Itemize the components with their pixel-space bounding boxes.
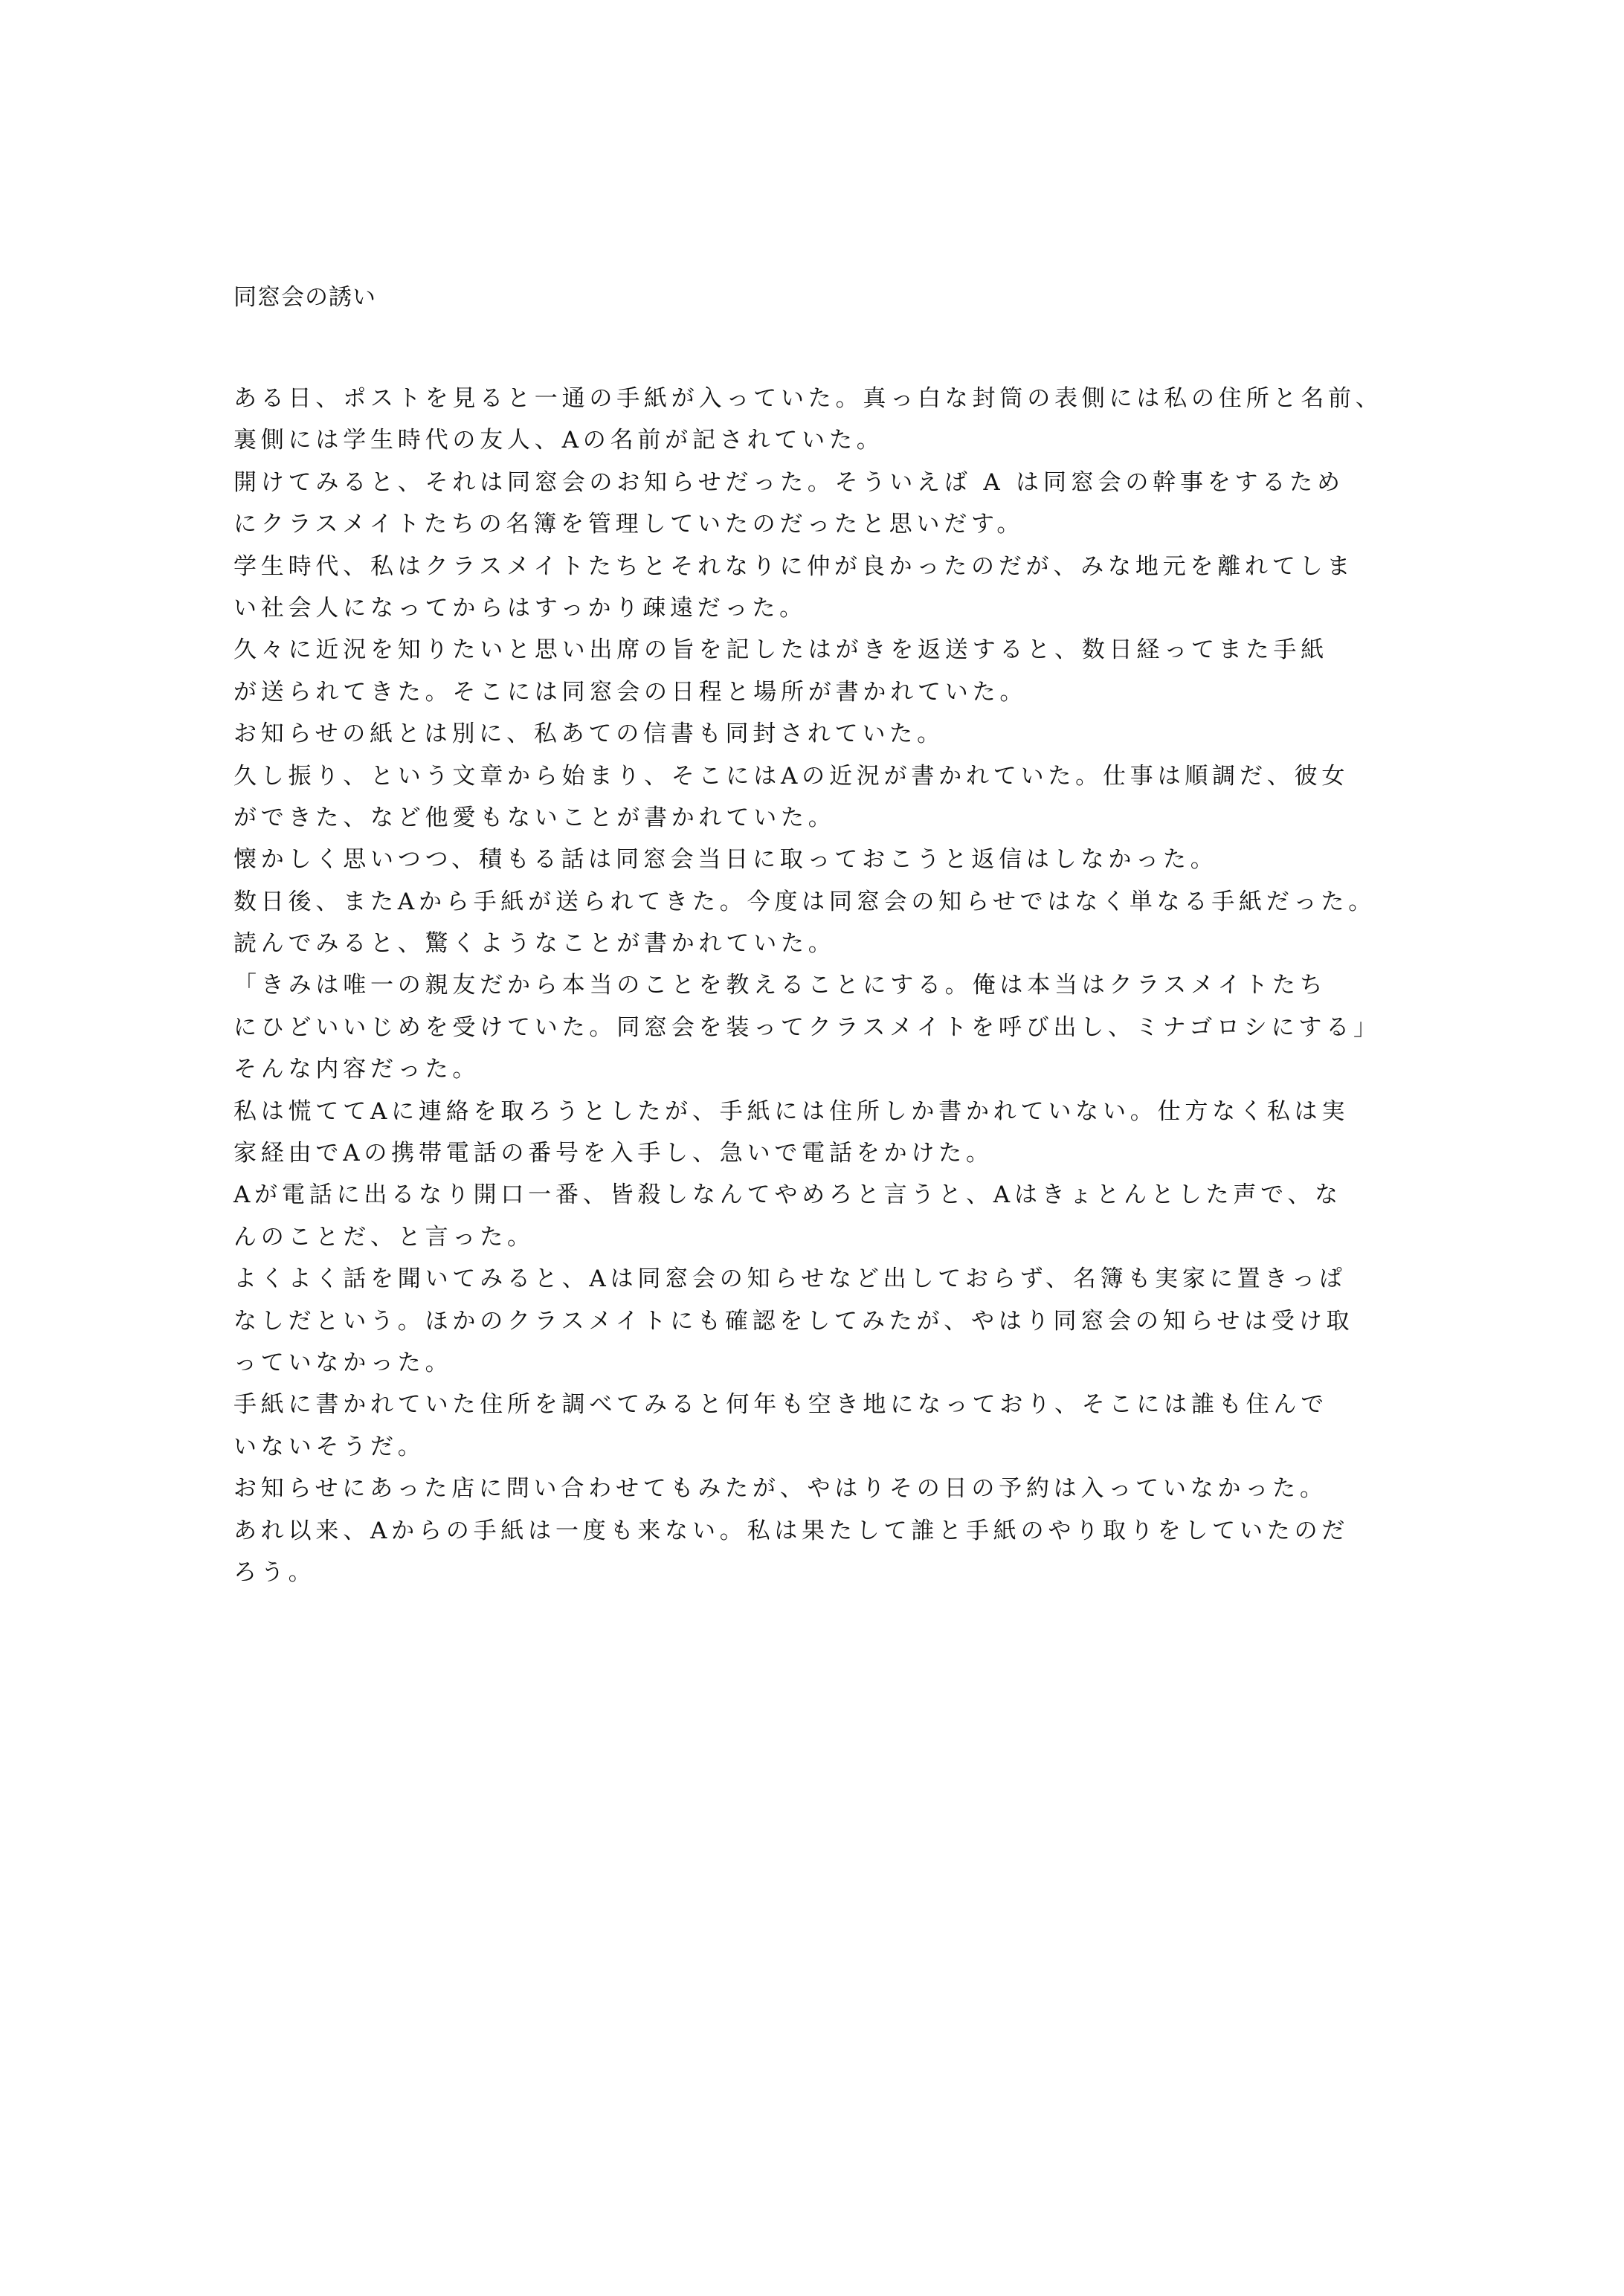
body-line: あれ以来、Aからの手紙は一度も来ない。私は果たして誰と手紙のやり取りをしていたのだ xyxy=(233,1517,1350,1544)
body-line: 数日後、またAから手紙が送られてきた。今度は同窓会の知らせではなく単なる手紙だった。 xyxy=(233,888,1376,915)
quote-line: 「きみは唯一の親友だから本当のことを教えることにする。俺は本当はクラスメイトたち xyxy=(233,972,1327,999)
body-line: ある日、ポストを見ると一通の手紙が入っていた。真っ白な封筒の表側には私の住所と名前、 xyxy=(233,385,1383,412)
body-line: Aが電話に出るなり開口一番、皆殺しなんてやめろと言うと、Aはきょとんとした声で、な xyxy=(233,1181,1342,1209)
body-line: っていなかった。 xyxy=(233,1349,453,1376)
body-line: 久し振り、という文章から始まり、そこにはAの近況が書かれていた。仕事は順調だ、彼女 xyxy=(233,762,1350,790)
body-line: 裏側には学生時代の友人、Aの名前が記されていた。 xyxy=(233,427,884,454)
body-line: が送られてきた。そこには同窓会の日程と場所が書かれていた。 xyxy=(233,678,1028,706)
quote-line: にひどいいじめを受けていた。同窓会を装ってクラスメイトを呼び出し、ミナゴロシにする」 xyxy=(233,1013,1381,1041)
body-line: 家経由でAの携帯電話の番号を入手し、急いで電話をかけた。 xyxy=(233,1140,993,1167)
body-line: 懐かしく思いつつ、積もる話は同窓会当日に取っておこうと返信はしなかった。 xyxy=(233,846,1218,874)
body-line: にクラスメイトたちの名簿を管理していたのだったと思いだす。 xyxy=(233,511,1025,538)
body-line: よくよく話を聞いてみると、Aは同窓会の知らせなど出しておらず、名簿も実家に置きっぱ xyxy=(233,1265,1347,1293)
document-body xyxy=(233,383,1423,1599)
body-line: いないそうだ。 xyxy=(233,1433,425,1460)
body-line: んのことだ、と言った。 xyxy=(233,1223,535,1251)
body-line: そんな内容だった。 xyxy=(233,1056,480,1083)
body-line: なしだという。ほかのクラスメイトにも確認をしてみたが、やはり同窓会の知らせは受け取 xyxy=(233,1307,1354,1335)
body-line: 私は慌ててAに連絡を取ろうとしたが、手紙には住所しか書かれていない。仕方なく私は実 xyxy=(233,1097,1350,1125)
body-line: 手紙に書かれていた住所を調べてみると何年も空き地になっており、そこには誰も住んで xyxy=(233,1391,1328,1419)
body-line: 久々に近況を知りたいと思い出席の旨を記したはがきを返送すると、数日経ってまた手紙 xyxy=(233,636,1328,664)
body-line: ろう。 xyxy=(233,1558,316,1586)
body-line: 読んでみると、驚くようなことが書かれていた。 xyxy=(233,930,836,958)
body-line: 学生時代、私はクラスメイトたちとそれなりに仲が良かったのだが、みな地元を離れてしま xyxy=(233,552,1355,580)
body-line: お知らせにあった店に問い合わせてもみたが、やはりその日の予約は入っていなかった。 xyxy=(233,1475,1327,1503)
body-line: 開けてみると、それは同窓会のお知らせだった。そういえば A は同窓会の幹事をするため xyxy=(233,468,1344,496)
body-line: い社会人になってからはすっかり疎遠だった。 xyxy=(233,594,807,622)
body-line: お知らせの紙とは別に、私あての信書も同封されていた。 xyxy=(233,720,944,748)
document-title: 同窓会の誘い xyxy=(233,284,376,311)
body-line: ができた、など他愛もないことが書かれていた。 xyxy=(233,804,836,831)
